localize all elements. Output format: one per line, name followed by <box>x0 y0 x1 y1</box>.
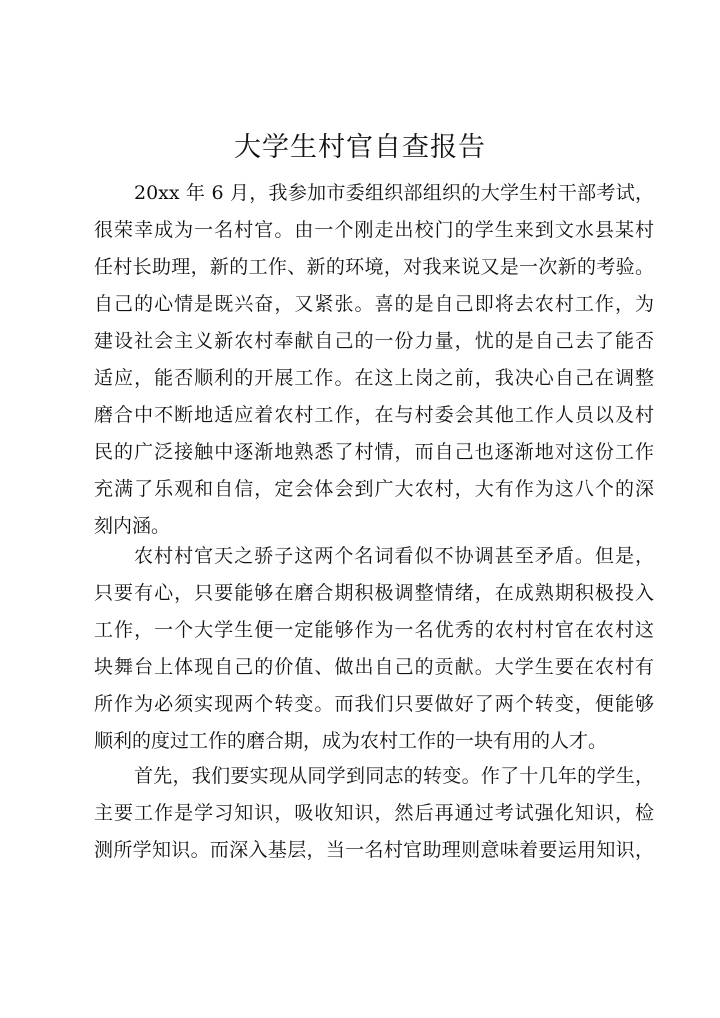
paragraph-3-line-3: 测所学知识。而深入基层，当一名村官助理则意味着要运用知识， <box>94 839 654 861</box>
document-title: 大学生村官自查报告 <box>234 132 486 163</box>
paragraph-1-line-5: 建设社会主义新农村奉献自己的一份力量，忧的是自己去了能否 <box>94 330 654 352</box>
paragraph-3-line-1: 首先，我们要实现从同学到同志的转变。作了十几年的学生， <box>134 765 654 787</box>
paragraph-3-line-2: 主要工作是学习知识，吸收知识，然后再通过考试强化知识，检 <box>94 802 654 824</box>
paragraph-1-line-8: 民的广泛接触中逐渐地熟悉了村情，而自己也逐渐地对这份工作 <box>94 441 654 463</box>
paragraph-1-line-6: 适应，能否顺利的开展工作。在这上岗之前，我决心自己在调整 <box>94 367 654 389</box>
paragraph-1-line-4: 自己的心情是既兴奋，又紧张。喜的是自己即将去农村工作，为 <box>94 293 654 315</box>
paragraph-2-line-3: 工作，一个大学生便一定能够作为一名优秀的农村村官在农村这 <box>94 619 654 641</box>
paragraph-1-line-10: 刻内涵。 <box>94 515 171 537</box>
paragraph-1-line-3: 任村长助理，新的工作、新的环境，对我来说又是一次新的考验。 <box>94 256 654 278</box>
paragraph-1-line-7: 磨合中不断地适应着农村工作，在与村委会其他工作人员以及村 <box>94 404 654 426</box>
paragraph-1-line-9: 充满了乐观和自信，定会体会到广大农村，大有作为这八个的深 <box>94 478 654 500</box>
paragraph-2-line-1: 农村村官天之骄子这两个名词看似不协调甚至矛盾。但是， <box>134 545 654 567</box>
paragraph-2-line-4: 块舞台上体现自己的价值、做出自己的贡献。大学生要在农村有 <box>94 656 654 678</box>
paragraph-1-line-2: 很荣幸成为一名村官。由一个刚走出校门的学生来到文水县某村 <box>94 219 654 241</box>
paragraph-2-line-5: 所作为必须实现两个转变。而我们只要做好了两个转变，便能够 <box>94 693 654 715</box>
paragraph-2-line-2: 只要有心，只要能够在磨合期积极调整情绪，在成熟期积极投入 <box>94 582 654 604</box>
paragraph-2-line-6: 顺利的度过工作的磨合期，成为农村工作的一块有用的人才。 <box>94 730 608 752</box>
paragraph-1-line-1: 20xx 年 6 月，我参加市委组织部组织的大学生村干部考试， <box>134 182 654 204</box>
